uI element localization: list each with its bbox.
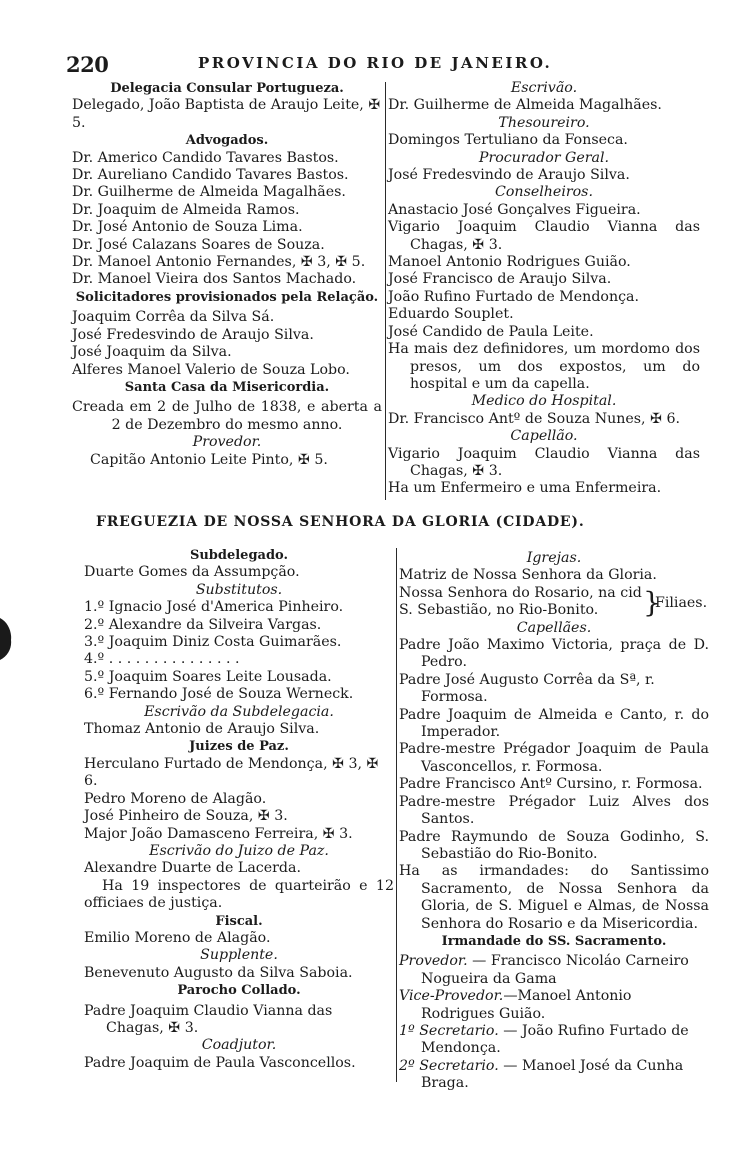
irmandade-vice-provedor [399, 988, 709, 1023]
juiz-entry: Major João Damasceno Ferreira, ✠ 3. [84, 825, 353, 842]
supplente-label: Supplente. [200, 947, 278, 964]
irmandade-provedor-label: Provedor. [399, 953, 468, 970]
capellaes-label: Capellães. [516, 619, 592, 636]
capellao-label: Capellão. [510, 428, 578, 445]
bottom-right-column [399, 550, 709, 1093]
thesoureiro-label: Thesoureiro. [498, 114, 590, 131]
capellao-name: Vigario Joaquim Claudio Vianna das Chagas, ✠ 3. [388, 445, 700, 479]
capellao-entry: Padre João Maximo Victoria, praça de D. Pedro. [399, 637, 709, 671]
advogado-entry: Dr. Aureliano Candido Tavares Bastos. [72, 167, 349, 184]
irmandade-provedor-name: — Francisco Nicoláo Carneiro Nogueira da Gama [421, 953, 689, 987]
procurador-label: Procurador Geral. [478, 149, 610, 166]
juiz-entry: José Pinheiro de Souza, ✠ 3. [84, 808, 288, 825]
running-title: PROVINCIA DO RIO DE JANEIRO. [198, 54, 553, 72]
irmandade-provedor [399, 953, 709, 988]
irmandade-vice-label: Vice-Provedor. [399, 988, 504, 1005]
escrivao-label: Escrivão. [510, 80, 578, 96]
inspectores-note: Ha 19 inspectores de quarteirão e 12 officiaes de justiça. [84, 877, 394, 912]
column-divider-bottom [396, 548, 397, 1082]
escrivao-juizo-label: Escrivão do Juizo de Paz. [149, 842, 329, 859]
capellao-entry: Padre-mestre Prégador Luiz Alves dos Santos. [399, 793, 709, 828]
margin-ink-blot [0, 612, 14, 662]
substituto-entry: 2.º Alexandre da Silveira Vargas. [84, 616, 322, 633]
juiz-entry: Herculano Furtado de Mendonça, ✠ 3, ✠ 6. [84, 755, 379, 790]
irmandades-note: Ha as irmandades: do Santissimo Sacramento, de Nossa Senhora da Gloria, de S. Miguel e Almas, de Nossa Senhora do Rosario e da Misericordia. [399, 863, 709, 932]
conselheiro-entry: João Rufino Furtado de Mendonça. [388, 288, 639, 305]
secretario-2-name: — Manoel José da Cunha Braga. [421, 1057, 684, 1092]
conselheiro-entry: José Francisco de Araujo Silva. [388, 271, 612, 288]
provedor-label: Provedor. [192, 434, 262, 451]
secretario-1-name: — João Rufino Furtado de Mendonça. [421, 1022, 689, 1057]
escrivao-subdelegacia-label: Escrivão da Subdelegacia. [144, 703, 334, 720]
substituto-entry: 3.º Joaquim Diniz Costa Guimarães. [84, 634, 342, 651]
substituto-entry: 5.º Joaquim Soares Leite Lousada. [84, 668, 332, 685]
irmandade-secretario-2 [399, 1058, 709, 1093]
advogado-entry: Dr. Guilherme de Almeida Magalhães. [72, 184, 346, 201]
advogado-entry: Dr. Joaquim de Almeida Ramos. [72, 201, 300, 218]
provedor-name: Capitão Antonio Leite Pinto, ✠ 5. [90, 451, 328, 468]
coadjutor-name: Padre Joaquim de Paula Vasconcellos. [84, 1054, 356, 1071]
consul-delegate: Delegado, João Baptista de Araujo Leite, ✠ 5. [72, 97, 381, 131]
subdelegado-heading: Subdelegado. [189, 548, 289, 563]
substituto-entry: 1.º Ignacio José d'America Pinheiro. [84, 599, 344, 616]
medico-label: Medico do Hospital. [471, 393, 617, 410]
coadjutor-label: Coadjutor. [201, 1037, 277, 1054]
juiz-entry: Pedro Moreno de Alagão. [84, 790, 267, 807]
fiscal-heading: Fiscal. [215, 913, 263, 929]
secretario-2-label: 2º Secretario. [399, 1057, 499, 1074]
column-divider-top [385, 82, 386, 500]
definidores-note: Ha mais dez definidores, um mordomo dos presos, um dos expostos, um do hospital e um da capella. [388, 341, 700, 392]
advogado-entry: Dr. Americo Candido Tavares Bastos. [72, 149, 339, 166]
advogados-heading: Advogados. [185, 133, 269, 149]
escrivao-juizo-name: Alexandre Duarte de Lacerda. [84, 860, 301, 877]
conselheiro-entry: Anastacio José Gonçalves Figueira. [388, 201, 641, 218]
substituto-entry: 6.º Fernando José de Souza Werneck. [84, 686, 354, 703]
advogado-entry: Dr. José Antonio de Souza Lima. [72, 219, 303, 236]
solicitador-entry: José Joaquim da Silva. [72, 344, 232, 361]
capellao-entry: Padre Joaquim de Almeida e Canto, r. do Imperador. [399, 706, 709, 741]
thesoureiro-name: Domingos Tertuliano da Fonseca. [388, 132, 628, 149]
capellao-entry: Padre Raymundo de Souza Godinho, S. Sebastião do Rio-Bonito. [399, 828, 709, 862]
matriz-entry: Matriz de Nossa Senhora da Gloria. [399, 567, 657, 584]
capellao-entry: Padre José Augusto Corrêa da Sª, r. Formosa. [399, 671, 655, 706]
conselheiro-entry: Eduardo Souplet. [388, 306, 514, 323]
top-left-column [72, 80, 382, 469]
igrejas-label: Igrejas. [526, 550, 582, 566]
filial-entry: S. Sebastião, no Rio-Bonito. [399, 602, 599, 619]
filiaes-label: Filiaes. [655, 594, 708, 611]
advogado-entry: Dr. Manoel Vieira dos Santos Machado. [72, 271, 357, 288]
solicitador-entry: José Fredesvindo de Araujo Silva. [72, 326, 314, 343]
capellao-entry: Padre-mestre Prégador Joaquim de Paula Vasconcellos, r. Formosa. [399, 741, 709, 775]
subdelegado-name: Duarte Gomes da Assumpção. [84, 564, 300, 581]
supplente-name: Benevenuto Augusto da Silva Saboia. [84, 964, 353, 981]
substitutos-label: Substitutos. [195, 581, 283, 598]
advogado-entry: Dr. Manoel Antonio Fernandes, ✠ 3, ✠ 5. [72, 254, 366, 271]
santa-casa-heading: Santa Casa da Misericordia. [124, 379, 330, 395]
juizes-heading: Juizes de Paz. [189, 739, 289, 755]
filiaes-group [399, 585, 709, 620]
escrivao-subdelegacia-name: Thomaz Antonio de Araujo Silva. [84, 721, 320, 738]
santa-casa-founding: Creada em 2 de Julho de 1838, e aberta a 2 de Dezembro do mesmo anno. [72, 399, 382, 433]
irmandade-secretario-1 [399, 1023, 709, 1058]
solicitadores-heading: Solicitadores provisionados pela Relação. [75, 289, 379, 305]
consulate-heading: Delegacia Consular Portugueza. [110, 81, 344, 96]
solicitador-entry: Alferes Manoel Valerio de Souza Lobo. [72, 361, 350, 378]
escrivao-name: Dr. Guilherme de Almeida Magalhães. [388, 97, 662, 114]
procurador-name: José Fredesvindo de Araujo Silva. [388, 167, 630, 184]
top-right-column [388, 80, 700, 498]
fiscal-name: Emilio Moreno de Alagão. [84, 929, 271, 946]
substituto-entry: 4.º . . . . . . . . . . . . . . . [84, 651, 240, 668]
brace-glyph: } [643, 585, 661, 619]
medico-name: Dr. Francisco Antº de Souza Nunes, ✠ 6. [388, 410, 681, 427]
advogado-entry: Dr. José Calazans Soares de Souza. [72, 236, 325, 253]
page-number: 220 [66, 52, 109, 77]
parocho-heading: Parocho Collado. [177, 983, 301, 999]
solicitador-entry: Joaquim Corrêa da Silva Sá. [72, 309, 275, 326]
capellao-entry: Padre Francisco Antº Cursino, r. Formosa. [399, 776, 703, 793]
irmandade-heading: Irmandade do SS. Sacramento. [441, 933, 667, 949]
bottom-left-column [84, 547, 394, 1072]
filial-entry: Nossa Senhora do Rosario, na cid [399, 584, 642, 601]
conselheiro-entry: Vigario Joaquim Claudio Vianna das Chagas, ✠ 3. [388, 219, 700, 253]
secretario-1-label: 1º Secretario. [399, 1022, 499, 1039]
parish-section-title: FREGUEZIA DE NOSSA SENHORA DA GLORIA (CIDADE). [96, 514, 585, 530]
conselheiro-entry: Manoel Antonio Rodrigues Guião. [388, 254, 631, 271]
parocho-name: Padre Joaquim Claudio Vianna das Chagas, ✠ 3. [84, 1002, 333, 1036]
conselheiros-label: Conselheiros. [495, 184, 593, 201]
irmandade-vice-name: —Manoel Antonio Rodrigues Guião. [421, 988, 632, 1022]
conselheiro-entry: José Candido de Paula Leite. [388, 323, 594, 340]
page-header [66, 52, 700, 78]
enfermeiros-note: Ha um Enfermeiro e uma Enfermeira. [388, 480, 662, 497]
